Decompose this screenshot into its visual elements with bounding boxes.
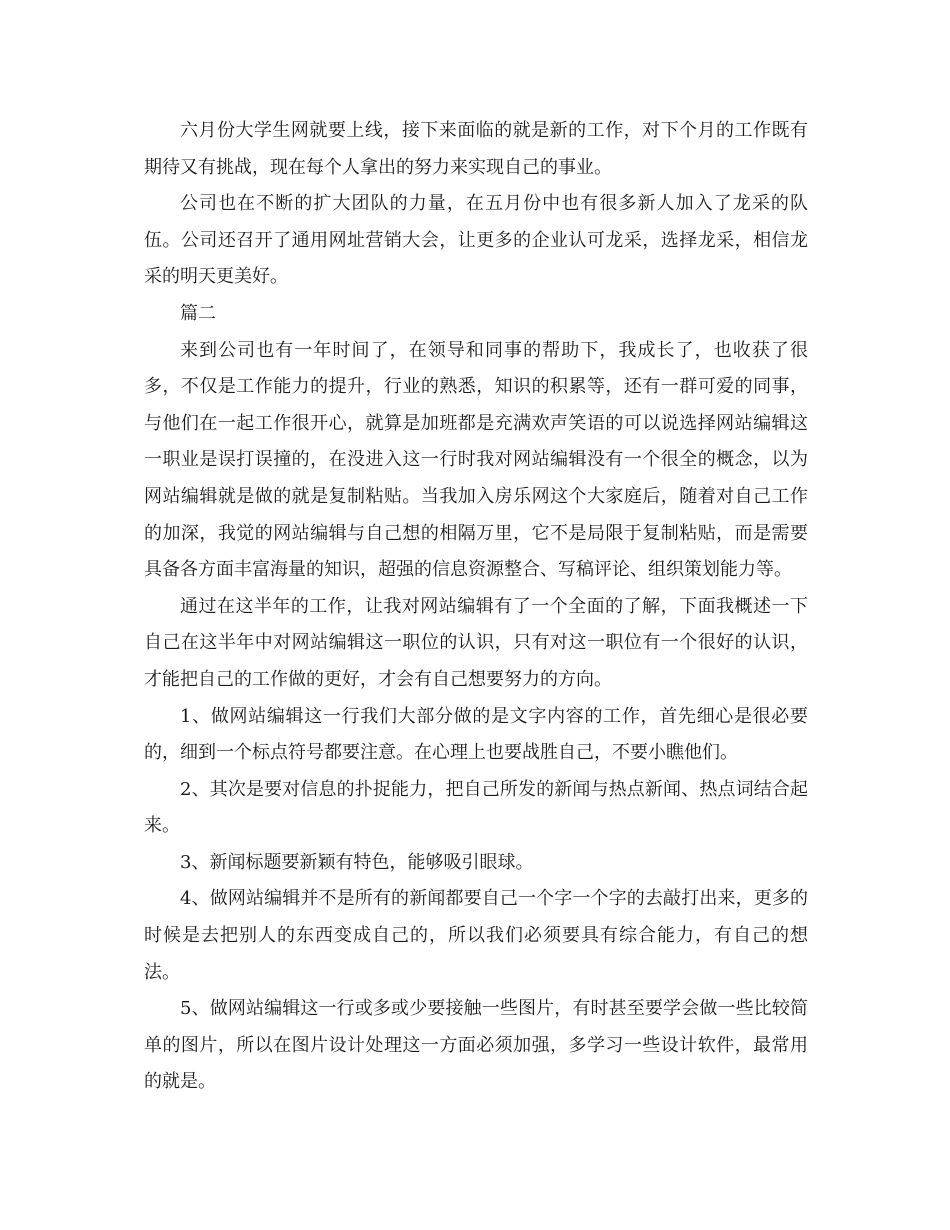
list-item-1: 1、做网站编辑这一行我们大部分做的是文字内容的工作，首先细心是很必要的，细到一个标点符号都要注意。在心理上也要战胜自己，不要小瞧他们。 — [144, 705, 808, 764]
list-item-5: 5、做网站编辑这一行或多或少要接触一些图片，有时甚至要学会做一些比较简单的图片，所以在图片设计处理这一方面必须加强，多学习一些设计软件，最常用的就是。 — [144, 998, 808, 1093]
list-item-3: 3、新闻标题要新颖有特色，能够吸引眼球。 — [180, 851, 534, 873]
paragraph-3: 来到公司也有一年时间了，在领导和同事的帮助下，我成长了，也收获了很多，不仅是工作能力的提升，行业的熟悉，知识的积累等，还有一群可爱的同事，与他们在一起工作很开心，就算是加班都是充满欢声笑语的可以说选择网站编辑这一职业是误打误撞的，在没进入这一行时我对网站编辑没有一个很全的概念，以为网站编辑就是做的就是复制粘贴。当我加入房乐网这个大家庭后，随着对自己工作的加深，我觉的网站编辑与自己想的相隔万里，它不是局限于复制粘贴，而是需要具备各方面丰富海量的知识，超强的信息资源整合、写稿评论、组织策划能力等。 — [144, 339, 808, 581]
section-heading-pian-er: 篇二 — [180, 302, 216, 324]
paragraph-1: 六月份大学生网就要上线，接下来面临的就是新的工作，对下个月的工作既有期待又有挑战，现在每个人拿出的努力来实现自己的事业。 — [144, 120, 808, 178]
document-body — [144, 113, 808, 1101]
list-item-2: 2、其次是要对信息的扑捉能力，把自己所发的新闻与热点新闻、热点词结合起来。 — [144, 778, 808, 837]
paragraph-4: 通过在这半年的工作，让我对网站编辑有了一个全面的了解，下面我概述一下自己在这半年中对网站编辑这一职位的认识，只有对这一职位有一个很好的认识，才能把自己的工作做的更好，才会有自己想要努力的方向。 — [144, 595, 808, 690]
paragraph-2: 公司也在不断的扩大团队的力量，在五月份中也有很多新人加入了龙采的队伍。公司还召开了通用网址营销大会，让更多的企业认可龙采，选择龙采，相信龙采的明天更美好。 — [144, 193, 808, 288]
list-item-4: 4、做网站编辑并不是所有的新闻都要自己一个字一个字的去敲打出来，更多的时候是去把别人的东西变成自己的，所以我们必须要具有综合能力，有自己的想法。 — [144, 888, 808, 983]
